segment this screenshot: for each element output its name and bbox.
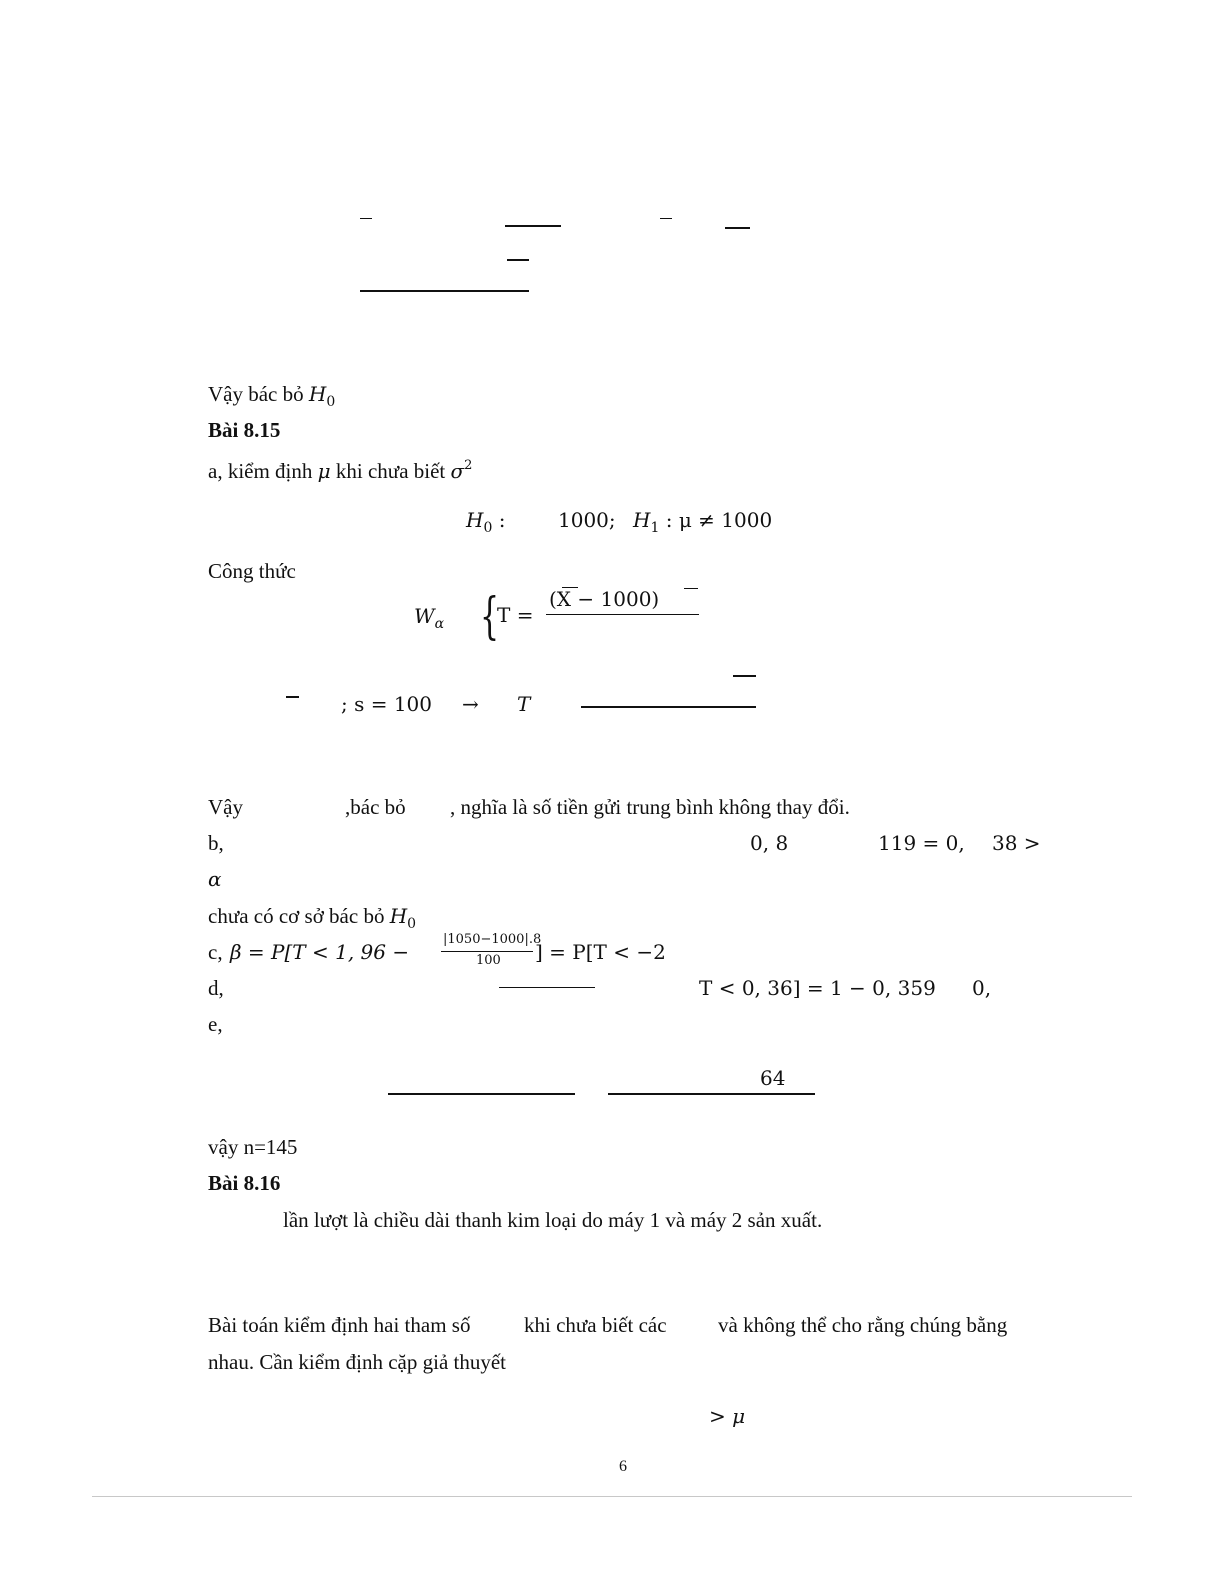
overline-mark xyxy=(360,218,372,219)
fraction-bar xyxy=(733,675,756,677)
mu-symbol: μ xyxy=(317,459,331,483)
fraction-bar xyxy=(725,227,750,229)
sigma-exponent: 2 xyxy=(464,458,473,473)
s-value: ; s = 100 xyxy=(341,692,433,716)
conclusion-text: , nghĩa là số tiền gửi trung bình không thay đổi. xyxy=(450,795,850,819)
alpha-line: α xyxy=(208,867,222,891)
hypothesis-h1 xyxy=(633,508,772,540)
fraction-bar xyxy=(505,225,561,227)
problem-text-1: Bài toán kiểm định hai tham số xyxy=(208,1313,471,1337)
fraction-bar xyxy=(608,1093,815,1095)
fraction-bar xyxy=(546,614,699,615)
b-value-119: 119 = 0, xyxy=(878,831,965,855)
colon: : xyxy=(498,508,506,532)
arrow: → xyxy=(462,692,479,716)
footer-divider xyxy=(92,1496,1132,1497)
fraction-bar xyxy=(388,1093,575,1095)
c-frac-numerator: |1050−1000|.8 xyxy=(443,932,542,947)
problem-text-3: và không thể cho rằng chúng bằng xyxy=(718,1313,1008,1337)
t-symbol: T xyxy=(517,692,531,716)
h0-symbol: H xyxy=(389,904,408,928)
page-number: 6 xyxy=(619,1458,627,1475)
vay-word: Vậy xyxy=(208,795,243,819)
b-value-08: 0, 8 xyxy=(750,831,789,855)
part-e-label: e, xyxy=(208,1012,223,1036)
text: chưa có cơ sở bác bỏ xyxy=(208,904,385,928)
hypothesis-value: 1000; xyxy=(558,508,616,532)
h1-rest: : μ ≠ 1000 xyxy=(665,508,773,532)
section-heading-815: Bài 8.15 xyxy=(208,418,281,442)
problem-text-2: khi chưa biết các xyxy=(524,1313,667,1337)
w-symbol: W xyxy=(414,604,435,628)
sigma-symbol: σ xyxy=(450,459,465,483)
part-a-line xyxy=(208,454,472,483)
fraction-bar xyxy=(507,259,529,261)
sample-size-conclusion: vậy n=145 xyxy=(208,1135,298,1159)
overline-mark xyxy=(286,696,299,698)
bac-bo: ,bác bỏ xyxy=(345,795,406,819)
part-b-label: b, xyxy=(208,831,224,855)
alpha-subscript: α xyxy=(434,616,445,632)
left-brace: { xyxy=(480,587,500,645)
formula-label: Công thức xyxy=(208,559,296,583)
c-rest: ] = P[T < −2 xyxy=(535,940,666,964)
fraction-bar xyxy=(581,706,756,708)
h0-subscript: 0 xyxy=(326,394,336,410)
h0-subscript: 0 xyxy=(483,520,493,536)
h1-subscript: 1 xyxy=(650,520,660,536)
e-value-64: 64 xyxy=(760,1066,786,1090)
beta-expr: β = P[T < 1, 96 − xyxy=(230,940,410,964)
t-equals xyxy=(497,603,533,627)
t-equals-text: T = xyxy=(497,603,534,627)
fraction-bar xyxy=(499,987,595,988)
hypothesis-h0 xyxy=(466,508,505,540)
fraction-bar xyxy=(360,290,529,292)
h0-symbol: H xyxy=(308,382,327,406)
part-c-label: c, xyxy=(208,940,223,964)
overline-mark xyxy=(684,588,698,589)
formula-numerator: (X − 1000) xyxy=(549,587,660,611)
h0-symbol: H xyxy=(466,508,484,532)
b-value-38: 38 > xyxy=(992,831,1041,855)
text: Vậy bác bỏ xyxy=(208,382,304,406)
section-heading-816: Bài 8.16 xyxy=(208,1171,281,1195)
conclusion-line xyxy=(208,382,335,414)
d-tail: 0, xyxy=(972,976,992,1000)
definition-line: lần lượt là chiều dài thanh kim loại do máy 1 và máy 2 sản xuất. xyxy=(283,1208,823,1232)
not-reject-line xyxy=(208,904,416,936)
c-frac-denominator: 100 xyxy=(476,953,501,968)
d-expression: T < 0, 36] = 1 − 0, 359 xyxy=(699,976,936,1000)
text: a, kiểm định xyxy=(208,459,313,483)
w-alpha xyxy=(414,604,444,636)
overline-x xyxy=(562,587,578,588)
problem-text-4: nhau. Cần kiểm định cặp giả thuyết xyxy=(208,1350,507,1374)
gt-mu: > μ xyxy=(709,1404,746,1428)
fraction-bar xyxy=(441,951,533,952)
overline-mark xyxy=(660,218,672,219)
part-d-label: d, xyxy=(208,976,224,1000)
h0-subscript: 0 xyxy=(407,916,417,932)
text: khi chưa biết xyxy=(335,459,446,483)
c-beta xyxy=(230,940,409,964)
h1-symbol: H xyxy=(633,508,651,532)
